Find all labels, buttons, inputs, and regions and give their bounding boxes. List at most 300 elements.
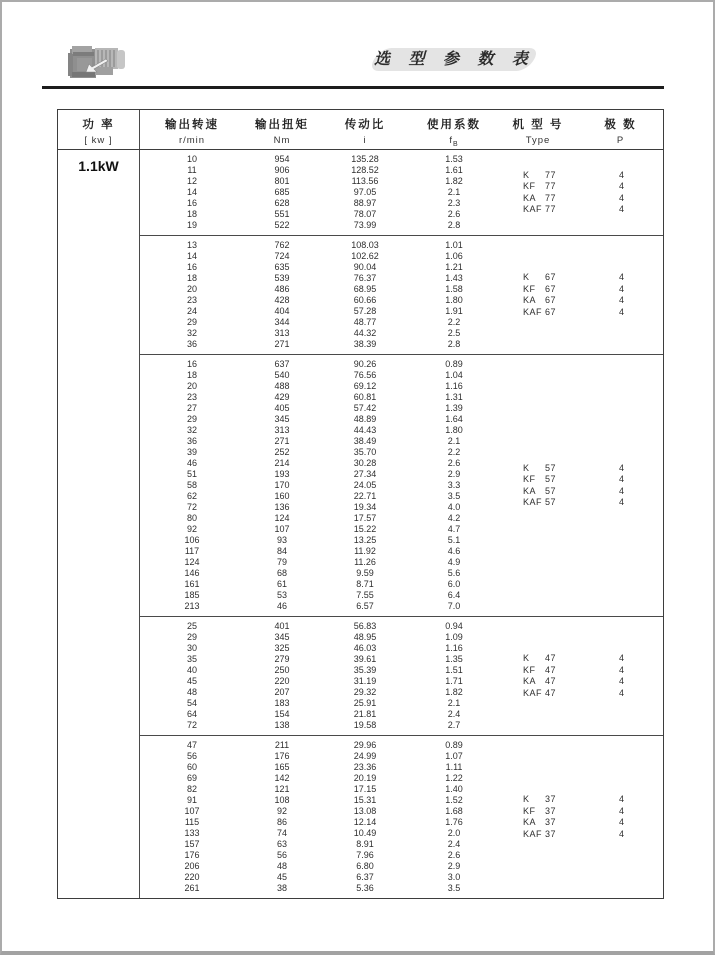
cell-service-factor: 2.4 [447, 839, 461, 849]
cell-torque: 401 [274, 621, 290, 631]
cell-ratio: 9.59 [356, 568, 374, 578]
cell-service-factor: 1.58 [445, 284, 463, 294]
table-body-row [58, 150, 663, 898]
cell-speed: 10 [186, 154, 197, 164]
cell-torque: 252 [274, 447, 290, 457]
type-block [498, 170, 665, 216]
type-label [498, 497, 578, 509]
type-label [498, 676, 578, 688]
pole-value: 4 [618, 462, 624, 473]
cell-torque: 271 [274, 436, 290, 446]
cell-torque: 176 [274, 751, 290, 761]
cell-speed: 36 [186, 436, 197, 446]
cell-torque: 46 [276, 601, 287, 611]
pole-value: 4 [618, 295, 624, 305]
type-prefix: KA [523, 817, 537, 827]
pole-value: 4 [618, 653, 624, 663]
cell-speed: 91 [186, 795, 197, 805]
cell-service-factor: 1.40 [445, 784, 463, 794]
pole-value: 4 [618, 805, 624, 816]
type-label [498, 272, 578, 284]
type-row [498, 688, 665, 700]
cell-service-factor: 2.2 [447, 317, 461, 327]
table-row [140, 740, 663, 751]
type-row [498, 193, 665, 205]
cell-torque: 48 [276, 861, 287, 871]
cell-ratio: 57.28 [353, 306, 377, 316]
cell-torque: 539 [274, 273, 290, 283]
cell-speed: 146 [184, 568, 200, 578]
type-prefix: KF [523, 474, 536, 484]
type-series: 57 [545, 474, 557, 484]
cell-torque: 313 [274, 328, 290, 338]
cell-speed: 117 [184, 546, 200, 556]
cell-service-factor: 3.5 [447, 883, 461, 893]
cell-torque: 92 [276, 806, 287, 816]
cell-service-factor: 1.16 [445, 643, 463, 653]
data-column-headers [140, 110, 663, 149]
type-row [498, 653, 665, 665]
cell-speed: 176 [184, 850, 200, 860]
cell-torque: 344 [274, 317, 290, 327]
cell-ratio: 35.39 [353, 665, 377, 675]
cell-service-factor: 1.22 [445, 773, 463, 783]
table-row [140, 359, 663, 370]
pole-value: 4 [618, 817, 624, 827]
cell-torque: 53 [276, 590, 287, 600]
cell-ratio: 24.99 [353, 751, 377, 761]
type-series: 67 [545, 272, 557, 282]
cell-ratio: 38.39 [353, 339, 377, 349]
cell-service-factor: 4.7 [447, 524, 461, 534]
cell-service-factor: 1.09 [445, 632, 463, 642]
power-column-header [58, 110, 140, 149]
cell-service-factor: 2.1 [447, 187, 461, 197]
pole-value: 4 [618, 828, 624, 839]
type-prefix: KF [523, 283, 536, 294]
cell-torque: 345 [274, 632, 290, 642]
cell-service-factor: 3.0 [447, 872, 461, 882]
cell-service-factor: 2.1 [447, 698, 461, 708]
type-row [498, 272, 665, 284]
type-row [498, 497, 665, 509]
cell-ratio: 73.99 [353, 220, 377, 230]
type-label [498, 665, 578, 677]
power-header-unit: [ kw ] [84, 135, 113, 146]
type-label [498, 307, 578, 319]
table-row [140, 557, 663, 568]
type-prefix: K [523, 272, 530, 282]
cell-speed: 72 [186, 502, 197, 512]
table-section [140, 150, 663, 236]
cell-speed: 19 [186, 220, 197, 230]
cell-ratio: 23.36 [353, 762, 377, 772]
type-label [498, 284, 578, 296]
table-row [140, 513, 663, 524]
cell-speed: 12 [186, 176, 197, 186]
type-label [498, 204, 578, 216]
cell-service-factor: 1.53 [445, 154, 463, 164]
pole-value: 4 [618, 485, 624, 496]
table-header [58, 110, 663, 150]
cell-speed: 62 [186, 491, 197, 501]
power-value: 1.1kW [78, 158, 119, 174]
type-series: 57 [545, 497, 557, 507]
table-row [140, 751, 663, 762]
cell-service-factor: 6.0 [447, 579, 461, 589]
type-series: 77 [545, 169, 557, 180]
pole-value: 4 [618, 272, 624, 282]
cell-service-factor: 5.1 [447, 535, 461, 545]
type-prefix: KAF [523, 204, 543, 214]
cell-torque: 74 [276, 828, 287, 838]
cell-torque: 801 [274, 176, 290, 186]
table-row [140, 414, 663, 425]
cell-speed: 35 [186, 654, 197, 664]
cell-torque: 628 [274, 198, 290, 208]
cell-ratio: 15.22 [353, 524, 377, 534]
cell-ratio: 27.34 [353, 469, 377, 479]
cell-ratio: 30.28 [353, 458, 377, 468]
cell-ratio: 68.95 [353, 284, 377, 294]
type-prefix: KA [523, 192, 537, 203]
cell-service-factor: 0.89 [445, 359, 463, 369]
cell-service-factor: 1.06 [445, 251, 463, 261]
cell-ratio: 76.37 [353, 273, 377, 283]
cell-torque: 313 [274, 425, 290, 435]
page-title: 选 型 参 数 表 [374, 51, 535, 68]
cell-service-factor: 2.1 [447, 436, 461, 446]
cell-speed: 32 [186, 328, 197, 338]
pole-value: 4 [618, 474, 624, 484]
cell-ratio: 76.56 [353, 370, 377, 380]
cell-service-factor: 1.61 [445, 165, 463, 175]
cell-service-factor: 4.0 [447, 502, 461, 512]
cell-torque: 325 [274, 643, 290, 653]
type-series: 77 [545, 204, 557, 214]
cell-ratio: 11.26 [354, 557, 376, 567]
cell-speed: 51 [186, 469, 197, 479]
power-header-title: 功 率 [82, 119, 115, 131]
cell-torque: 79 [276, 557, 287, 567]
cell-torque: 522 [274, 220, 290, 230]
cell-service-factor: 3.3 [447, 480, 461, 490]
cell-service-factor: 1.82 [445, 176, 463, 186]
type-label [498, 817, 578, 829]
cell-torque: 211 [274, 740, 290, 750]
cell-speed: 261 [184, 883, 200, 893]
cell-ratio: 44.43 [353, 425, 377, 435]
cell-torque: 170 [274, 480, 290, 490]
cell-service-factor: 1.82 [445, 687, 463, 697]
type-series: 37 [545, 828, 557, 839]
cell-service-factor: 1.68 [445, 806, 463, 816]
type-row [498, 486, 665, 498]
cell-ratio: 135.28 [351, 154, 379, 164]
cell-torque: 488 [274, 381, 290, 391]
cell-ratio: 13.25 [353, 535, 377, 545]
cell-service-factor: 0.94 [445, 621, 463, 631]
type-label [498, 794, 578, 806]
type-prefix: KA [523, 485, 537, 496]
cell-speed: 16 [186, 359, 197, 369]
cell-speed: 58 [186, 480, 197, 490]
pole-value: 4 [618, 306, 624, 317]
type-row [498, 817, 665, 829]
cell-speed: 27 [186, 403, 197, 413]
header-rule [42, 86, 664, 89]
type-row [498, 170, 665, 182]
type-row [498, 806, 665, 818]
type-prefix: KF [523, 805, 536, 816]
type-series: 67 [545, 295, 557, 305]
type-prefix: K [523, 794, 530, 804]
cell-speed: 13 [186, 240, 197, 250]
cell-service-factor: 1.35 [445, 654, 463, 664]
table-row [140, 220, 663, 231]
cell-speed: 60 [186, 762, 197, 772]
cell-ratio: 46.03 [353, 643, 377, 653]
cell-torque: 685 [274, 187, 290, 197]
type-row [498, 829, 665, 841]
cell-ratio: 13.08 [353, 806, 377, 816]
cell-speed: 69 [186, 773, 197, 783]
cell-torque: 250 [274, 665, 290, 675]
cell-speed: 11 [187, 165, 197, 175]
cell-service-factor: 7.0 [447, 601, 461, 611]
cell-service-factor: 2.3 [447, 198, 461, 208]
cell-service-factor: 2.6 [447, 458, 461, 468]
cell-torque: 121 [274, 784, 290, 794]
table-row [140, 154, 663, 165]
column-header-speed: 输出转速 r/min [165, 119, 219, 146]
pole-value: 4 [618, 664, 624, 675]
cell-torque: 271 [274, 339, 290, 349]
type-row [498, 204, 665, 216]
cell-torque: 56 [276, 850, 287, 860]
cell-torque: 635 [274, 262, 290, 272]
cell-service-factor: 1.39 [445, 403, 463, 413]
cell-torque: 108 [274, 795, 290, 805]
type-series: 47 [545, 653, 557, 663]
table-row [140, 240, 663, 251]
table-row [140, 524, 663, 535]
cell-speed: 161 [184, 579, 200, 589]
cell-torque: 86 [276, 817, 287, 827]
cell-service-factor: 1.76 [445, 817, 463, 827]
table-row [140, 883, 663, 894]
cell-service-factor: 4.2 [447, 513, 461, 523]
pole-value: 4 [618, 687, 624, 698]
pole-value: 4 [618, 283, 624, 294]
type-row [498, 181, 665, 193]
cell-speed: 20 [186, 381, 197, 391]
cell-ratio: 21.81 [353, 709, 377, 719]
cell-service-factor: 6.4 [447, 590, 461, 600]
cell-ratio: 6.80 [356, 861, 374, 871]
type-prefix: KAF [523, 306, 543, 317]
type-series: 47 [545, 664, 557, 675]
cell-ratio: 60.81 [353, 392, 377, 402]
cell-service-factor: 1.01 [445, 240, 463, 250]
cell-torque: 38 [276, 883, 287, 893]
type-block [498, 794, 665, 840]
cell-ratio: 8.91 [356, 839, 374, 849]
column-header-type: 机 型 号 Type [512, 119, 564, 146]
table-row [140, 839, 663, 850]
cell-ratio: 90.04 [353, 262, 377, 272]
cell-torque: 637 [274, 359, 290, 369]
cell-service-factor: 1.16 [445, 381, 463, 391]
cell-speed: 115 [184, 817, 200, 827]
pole-value: 4 [618, 169, 624, 180]
type-row [498, 676, 665, 688]
type-row [498, 474, 665, 486]
cell-service-factor: 2.8 [447, 339, 461, 349]
cell-ratio: 29.32 [353, 687, 377, 697]
type-row [498, 307, 665, 319]
pole-value: 4 [618, 794, 624, 804]
table-row [140, 392, 663, 403]
cell-torque: 68 [276, 568, 287, 578]
cell-torque: 107 [274, 524, 290, 534]
type-series: 47 [545, 676, 557, 686]
cell-speed: 213 [184, 601, 200, 611]
cell-ratio: 6.57 [356, 601, 374, 611]
cell-speed: 185 [184, 590, 200, 600]
cell-ratio: 12.14 [353, 817, 377, 827]
cell-service-factor: 1.31 [445, 392, 463, 402]
cell-service-factor: 2.8 [447, 220, 461, 230]
cell-speed: 16 [186, 198, 197, 208]
cell-ratio: 19.58 [353, 720, 377, 730]
cell-ratio: 56.83 [353, 621, 377, 631]
cell-ratio: 7.55 [356, 590, 374, 600]
cell-speed: 124 [184, 557, 200, 567]
type-prefix: KAF [523, 497, 543, 507]
cell-service-factor: 1.21 [445, 262, 463, 272]
cell-ratio: 128.52 [351, 165, 379, 175]
cell-service-factor: 3.5 [447, 491, 461, 501]
cell-torque: 136 [274, 502, 290, 512]
cell-torque: 724 [274, 251, 290, 261]
cell-torque: 93 [276, 535, 287, 545]
cell-speed: 72 [186, 720, 197, 730]
type-label [498, 170, 578, 182]
type-series: 77 [545, 181, 557, 191]
column-header-service-factor: 使用系数 $f_B$ [427, 119, 481, 148]
pole-value: 4 [618, 181, 624, 191]
cell-torque: 193 [274, 469, 290, 479]
type-row [498, 284, 665, 296]
cell-ratio: 48.77 [353, 317, 377, 327]
cell-torque: 428 [274, 295, 290, 305]
cell-ratio: 11.92 [354, 546, 376, 556]
table-row [140, 339, 663, 350]
cell-ratio: 7.96 [356, 850, 374, 860]
cell-speed: 64 [186, 709, 197, 719]
cell-speed: 29 [186, 414, 197, 424]
pole-value: 4 [618, 204, 624, 214]
type-label [498, 486, 578, 498]
cell-torque: 45 [276, 872, 287, 882]
cell-ratio: 108.03 [351, 240, 379, 250]
cell-service-factor: 2.6 [447, 209, 461, 219]
cell-torque: 279 [274, 654, 290, 664]
cell-torque: 142 [274, 773, 290, 783]
cell-service-factor: 2.4 [447, 709, 461, 719]
cell-ratio: 19.34 [353, 502, 377, 512]
table-row [140, 720, 663, 731]
cell-speed: 18 [186, 273, 197, 283]
cell-ratio: 8.71 [356, 579, 374, 589]
cell-torque: 762 [274, 240, 290, 250]
cell-service-factor: 2.6 [447, 850, 461, 860]
gearmotor-photo-icon [68, 42, 130, 84]
cell-speed: 48 [186, 687, 197, 697]
cell-ratio: 48.89 [353, 414, 377, 424]
table-row [140, 762, 663, 773]
cell-speed: 107 [184, 806, 200, 816]
cell-torque: 214 [274, 458, 290, 468]
cell-speed: 18 [186, 370, 197, 380]
type-row [498, 463, 665, 475]
cell-torque: 405 [274, 403, 290, 413]
cell-ratio: 6.37 [356, 872, 374, 882]
type-block [498, 463, 665, 509]
cell-speed: 20 [186, 284, 197, 294]
cell-speed: 206 [184, 861, 200, 871]
type-label [498, 829, 578, 841]
cell-speed: 45 [186, 676, 197, 686]
cell-speed: 80 [186, 513, 197, 523]
cell-ratio: 113.56 [351, 176, 379, 186]
cell-service-factor: 2.2 [447, 447, 461, 457]
cell-speed: 36 [186, 339, 197, 349]
table-row [140, 698, 663, 709]
cell-torque: 183 [274, 698, 290, 708]
table-row [140, 447, 663, 458]
table-row [140, 328, 663, 339]
cell-service-factor: 4.9 [447, 557, 461, 567]
cell-ratio: 15.31 [353, 795, 377, 805]
cell-service-factor: 1.64 [445, 414, 463, 424]
type-prefix: KAF [523, 828, 543, 839]
cell-torque: 165 [274, 762, 290, 772]
cell-service-factor: 1.91 [445, 306, 463, 316]
pole-value: 4 [618, 192, 624, 203]
cell-service-factor: 1.04 [445, 370, 463, 380]
cell-ratio: 20.19 [353, 773, 377, 783]
cell-ratio: 39.61 [353, 654, 377, 664]
cell-service-factor: 1.43 [445, 273, 463, 283]
table-row [140, 370, 663, 381]
cell-ratio: 90.26 [353, 359, 377, 369]
power-cell [58, 150, 140, 898]
cell-ratio: 88.97 [353, 198, 377, 208]
cell-speed: 32 [186, 425, 197, 435]
cell-speed: 24 [186, 306, 197, 316]
type-series: 37 [545, 794, 557, 804]
table-row [140, 425, 663, 436]
cell-service-factor: 1.80 [445, 425, 463, 435]
table-row [140, 579, 663, 590]
cell-speed: 29 [186, 317, 197, 327]
type-prefix: KA [523, 295, 537, 305]
cell-ratio: 97.05 [353, 187, 377, 197]
cell-service-factor: 5.6 [447, 568, 461, 578]
table-section [140, 355, 663, 617]
